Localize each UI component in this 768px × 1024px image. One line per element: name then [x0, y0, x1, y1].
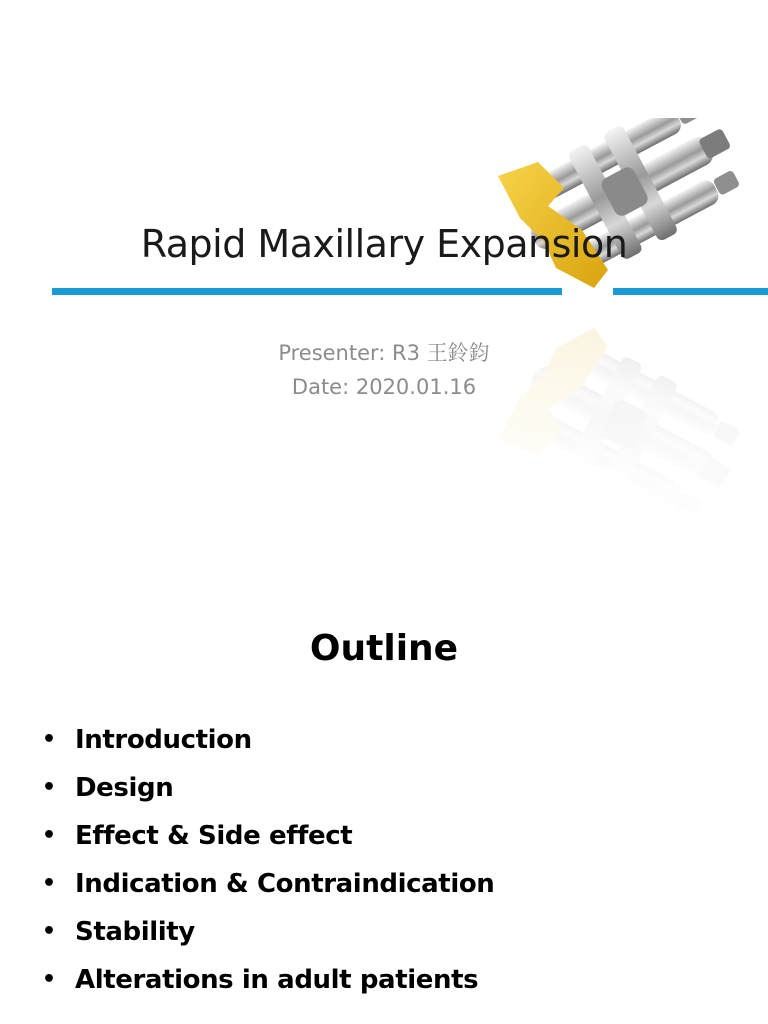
bullet-icon: • [42, 775, 56, 800]
outline-item-stability [40, 908, 494, 956]
outline-item-label: Indication & Contraindication [75, 869, 495, 899]
outline-item-indication [40, 860, 494, 908]
title-underline-left [52, 288, 562, 295]
outline-item-effect [40, 812, 494, 860]
bullet-icon: • [42, 823, 56, 848]
bullet-icon: • [42, 727, 56, 752]
outline-item-label: Stability [75, 917, 195, 947]
bullet-icon: • [42, 967, 56, 992]
outline-item-adult-patients [40, 956, 494, 1004]
outline-item-label: Effect & Side effect [75, 821, 353, 851]
presenter-text: Presenter: R3 王鈴鈞 [278, 341, 490, 365]
outline-item-label: Introduction [75, 725, 252, 755]
outline-item-design [40, 764, 494, 812]
date-text: Date: 2020.01.16 [291, 375, 477, 399]
title-underline-right [613, 288, 768, 295]
expansion-screw-icon [490, 118, 768, 530]
bullet-icon: • [42, 871, 56, 896]
outline-list [40, 716, 494, 1004]
outline-item-label: Alterations in adult patients [75, 965, 479, 995]
outline-title: Outline [309, 628, 459, 669]
slide-title: Rapid Maxillary Expansion [140, 222, 628, 266]
outline-slide [0, 576, 768, 1024]
outline-item-label: Design [75, 773, 174, 803]
outline-item-introduction [40, 716, 494, 764]
bullet-icon: • [42, 919, 56, 944]
